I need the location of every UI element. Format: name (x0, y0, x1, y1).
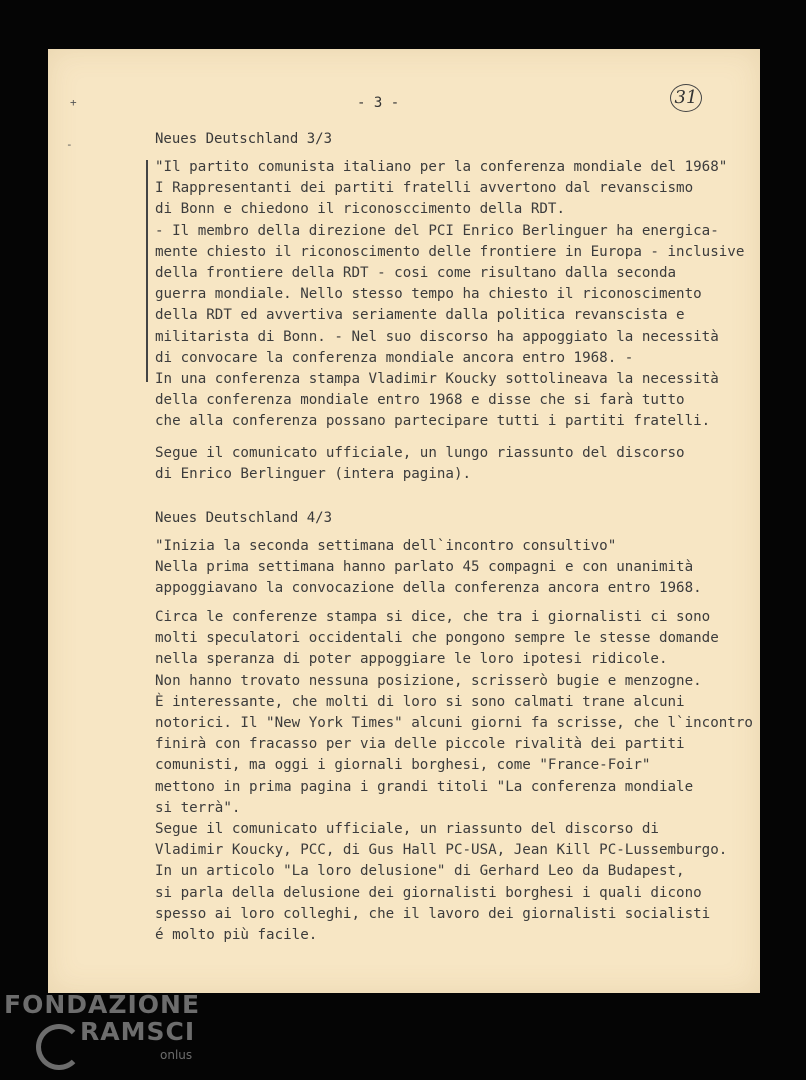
text-line: appoggiavano la convocazione della conferenza ancora entro 1968. (155, 580, 702, 597)
margin-mark: + (70, 96, 77, 109)
text-line: Nella prima settimana hanno parlato 45 compagni e con unanimità (155, 559, 694, 576)
archive-number: 31 (670, 84, 702, 112)
section2-body (155, 607, 765, 946)
text-line: di convocare la conferenza mondiale ancora entro 1968. - (155, 349, 634, 366)
text-line: Vladimir Koucky, PCC, di Gus Hall PC-USA, Jean Kill PC-Lussemburgo. (155, 842, 728, 859)
text-line: notorici. Il "New York Times" alcuni giorni fa scrisse, che l`incontro (155, 715, 753, 732)
text-line: si terrà". (155, 799, 241, 816)
text-line: é molto più facile. (155, 927, 318, 944)
text-line: È interessante, che molti di loro si sono calmati trane alcuni (155, 693, 685, 710)
page-number: - 3 - (357, 95, 400, 111)
text-line: Circa le conferenze stampa si dice, che tra i giornalisti ci sono (155, 609, 711, 625)
margin-bracket (146, 160, 148, 382)
watermark-onlus: onlus (160, 1048, 193, 1062)
text-line: Non hanno trovato nessuna posizione, scrisserò bugie e menzogne. (155, 672, 702, 689)
section1-body (155, 157, 765, 433)
text-line: mettono in prima pagina i grandi titoli "La conferenza mondiale (155, 778, 694, 795)
text-line: - Il membro della direzione del PCI Enrico Berlinguer ha energica- (155, 222, 719, 239)
watermark-gramsci: RAMSCI (80, 1017, 196, 1046)
text-line: comunisti, ma oggi i giornali borghesi, come "France-Foir" (155, 757, 651, 774)
text-line: si parla della delusione dei giornalisti borghesi i quali dicono (155, 884, 702, 901)
watermark-g-logo-icon (36, 1024, 82, 1070)
text-line: di Enrico Berlinguer (intera pagina). (155, 466, 472, 483)
section1-heading: Neues Deutschland 3/3 (155, 131, 333, 147)
text-line: molti speculatori occidentali che pongono sempre le stesse domande (155, 630, 719, 647)
text-line: militarista di Bonn. - Nel suo discorso ha appoggiato la necessità (155, 328, 719, 345)
text-line: Segue il comunicato ufficiale, un riassunto del discorso di (155, 821, 659, 838)
text-line: guerra mondiale. Nello stesso tempo ha chiesto il riconoscimento (155, 286, 702, 303)
text-line: che alla conferenza possano partecipare tutti i partiti fratelli. (155, 413, 711, 430)
section2-heading: Neues Deutschland 4/3 (155, 510, 333, 526)
text-line: "Inizia la seconda settimana dell`incontro consultivo" (155, 538, 617, 554)
watermark-fondazione: FONDAZIONE (4, 990, 201, 1019)
text-line: mente chiesto il riconoscimento delle frontiere in Europa - inclusive (155, 243, 745, 260)
text-line: di Bonn e chiedono il riconosccimento della RDT. (155, 201, 565, 218)
text-line: spesso ai loro colleghi, che il lavoro dei giornalisti socialisti (155, 905, 711, 922)
text-line: della conferenza mondiale entro 1968 e disse che si farà tutto (155, 392, 685, 409)
section2-intro (155, 536, 765, 600)
text-line: finirà con fracasso per via delle piccole rivalità dei partiti (155, 736, 685, 753)
text-line: della frontiere della RDT - cosi come risultano dalla seconda (155, 265, 677, 282)
text-line: In un articolo "La loro delusione" di Gerhard Leo da Budapest, (155, 863, 685, 880)
text-line: In una conferenza stampa Vladimir Koucky sottolineava la necessità (155, 371, 719, 388)
text-line: I Rappresentanti dei partiti fratelli avvertono dal revanscismo (155, 180, 694, 197)
section1-summary (155, 443, 765, 485)
text-line: nella speranza di poter appoggiare le loro ipotesi ridicole. (155, 651, 668, 668)
text-line: Segue il comunicato ufficiale, un lungo riassunto del discorso (155, 445, 685, 461)
text-line: "Il partito comunista italiano per la conferenza mondiale del 1968" (155, 159, 728, 175)
text-line: della RDT ed avvertiva seriamente dalla politica revanscista e (155, 307, 685, 324)
margin-mark: - (66, 138, 73, 151)
